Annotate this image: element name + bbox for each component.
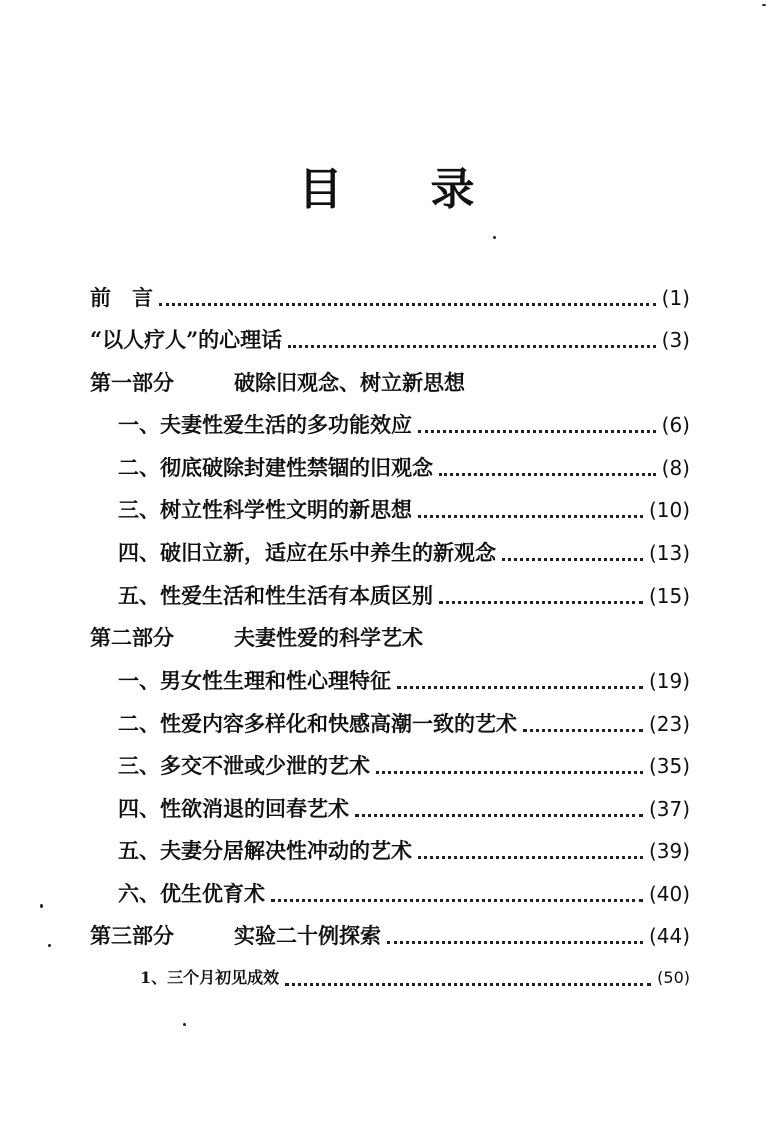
toc-entry[interactable] <box>118 535 690 571</box>
toc-page-number: (19) <box>648 669 690 693</box>
toc-part-label <box>90 365 465 401</box>
dot-leader <box>355 814 643 817</box>
title-char-right: 录 <box>430 164 475 215</box>
part-number: 第二部分 <box>90 625 174 650</box>
toc-page-number: (23) <box>648 712 690 736</box>
toc-entry-foreword[interactable] <box>90 322 690 358</box>
toc-entry-label: 二、性爱内容多样化和快感高潮一致的艺术 <box>118 711 517 736</box>
part-number: 第一部分 <box>90 370 174 395</box>
toc-entry-label: 一、男女性生理和性心理特征 <box>118 668 391 693</box>
toc-page-number: (50) <box>657 968 690 987</box>
toc-part-2-heading[interactable] <box>90 620 690 656</box>
toc-entry-label: 四、破旧立新，适应在乐中养生的新观念 <box>118 540 496 565</box>
toc-page-number: (44) <box>648 924 690 948</box>
toc-page-number: (35) <box>648 754 690 778</box>
toc-entry-label: 一、夫妻性爱生活的多功能效应 <box>118 412 412 437</box>
toc-entry-preface[interactable] <box>90 280 690 316</box>
scan-speck <box>183 1023 186 1026</box>
title-char-left: 目 <box>298 164 343 215</box>
toc-entry-label: 1、三个月初见成效 <box>140 968 280 987</box>
toc-page-number: (1) <box>661 286 690 310</box>
toc-entry-label: 四、性欲消退的回春艺术 <box>118 796 349 821</box>
toc-part-1-heading[interactable] <box>90 365 690 401</box>
scan-speck <box>48 944 51 947</box>
toc-entry[interactable] <box>118 407 690 443</box>
toc-entry-label: 前 言 <box>90 285 153 310</box>
toc-part-label <box>90 918 381 954</box>
part-name: 实验二十例探索 <box>234 923 381 948</box>
dot-leader <box>502 558 643 561</box>
dot-leader <box>159 303 656 306</box>
dot-leader <box>523 729 643 732</box>
scan-speck <box>493 236 496 239</box>
dot-leader <box>285 983 651 986</box>
toc-page-number: (10) <box>648 498 690 522</box>
toc-entry[interactable] <box>118 450 690 486</box>
toc-entry-label: 三、树立性科学性文明的新思想 <box>118 497 412 522</box>
dot-leader <box>376 771 643 774</box>
toc-part-label <box>90 620 423 656</box>
dot-leader <box>397 686 643 689</box>
toc-entry-label: 二、彻底破除封建性禁锢的旧观念 <box>118 455 433 480</box>
dot-leader <box>418 856 643 859</box>
toc-entry[interactable] <box>118 663 690 699</box>
toc-page-number: (15) <box>648 584 690 608</box>
toc-part-3-heading[interactable] <box>90 918 690 954</box>
scan-speck <box>762 4 766 6</box>
toc-entry[interactable] <box>118 492 690 528</box>
dot-leader <box>271 899 643 902</box>
page-title <box>0 162 773 218</box>
toc-page-number: (39) <box>648 839 690 863</box>
toc-entry[interactable] <box>118 578 690 614</box>
toc-entry[interactable] <box>118 706 690 742</box>
toc-page-number: (40) <box>648 882 690 906</box>
dot-leader <box>288 345 655 348</box>
toc-page-number: (37) <box>648 797 690 821</box>
dot-leader <box>387 941 643 944</box>
toc-page-number: (3) <box>661 328 690 352</box>
toc-entry[interactable] <box>118 748 690 784</box>
toc-entry[interactable] <box>140 960 690 996</box>
dot-leader <box>439 601 643 604</box>
dot-leader <box>418 515 643 518</box>
dot-leader <box>418 430 656 433</box>
toc-entry-label: 三、多交不泄或少泄的艺术 <box>118 753 370 778</box>
toc-entry[interactable] <box>118 833 690 869</box>
toc-entry-label: “以人疗人”的心理话 <box>90 327 283 352</box>
toc-entry-label: 六、优生优育术 <box>118 881 265 906</box>
toc-entry[interactable] <box>118 791 690 827</box>
part-number: 第三部分 <box>90 923 174 948</box>
toc-page-number: (6) <box>661 413 690 437</box>
toc-entry[interactable] <box>118 876 690 912</box>
part-name: 夫妻性爱的科学艺术 <box>234 625 423 650</box>
part-name: 破除旧观念、树立新思想 <box>234 370 465 395</box>
toc-page-number: (13) <box>648 541 690 565</box>
scan-speck <box>40 904 43 908</box>
toc-page-number: (8) <box>661 456 690 480</box>
dot-leader <box>439 473 656 476</box>
toc-entry-label: 五、夫妻分居解决性冲动的艺术 <box>118 838 412 863</box>
toc-entry-label: 五、性爱生活和性生活有本质区别 <box>118 583 433 608</box>
